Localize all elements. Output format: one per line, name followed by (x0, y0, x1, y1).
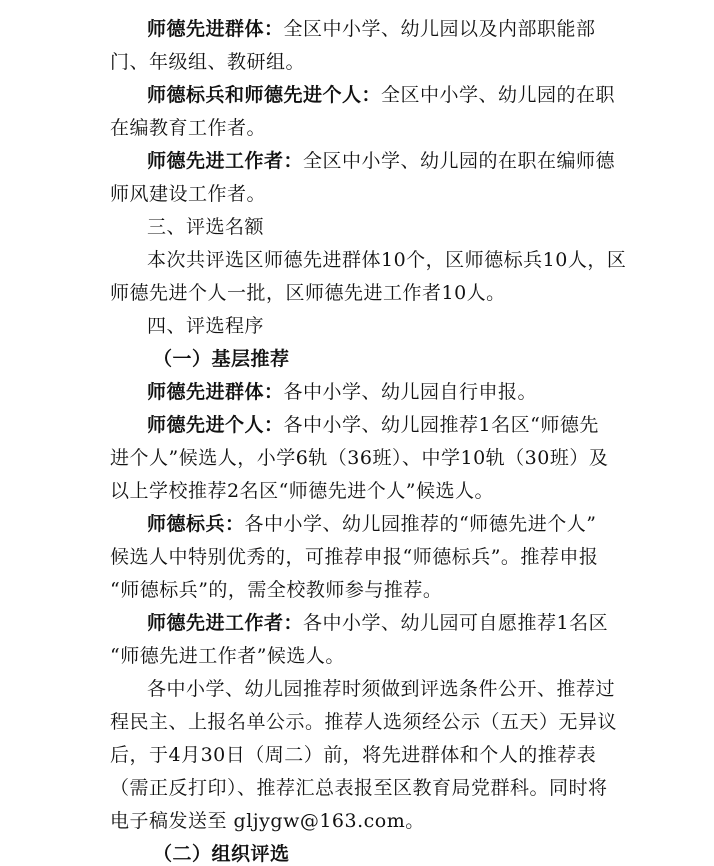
paragraph-submission-line-3: 后，于4月30日（周二）前，将先进群体和个人的推荐表 (110, 744, 597, 766)
paragraph-worker-recommend-line-2: “师德先进工作者”候选人。 (110, 645, 345, 667)
paragraph-model-recommend-line-1 (0, 512, 714, 536)
paragraph-model-recommend-line-3: “师德标兵”的，需全校教师参与推荐。 (110, 579, 443, 601)
bold-label: 师德先进个人： (147, 414, 284, 436)
paragraph-text: 全区中小学、幼儿园的在职在编师德 (303, 150, 616, 172)
bold-label: 师德标兵和师德先进个人： (147, 84, 382, 106)
section-heading-quota: 三、评选名额 (147, 216, 265, 238)
paragraph-quota-line-1: 本次共评选区师德先进群体10个，区师德标兵10人，区 (147, 249, 627, 271)
bold-label: 师德先进工作者： (147, 612, 304, 634)
paragraph-text: 各中小学、幼儿园推荐的“师德先进个人” (244, 513, 597, 535)
paragraph-group-recommend (0, 380, 714, 404)
paragraph-submission-line-4: （需正反打印）、推荐汇总表报至区教育局党群科。同时将 (110, 777, 608, 799)
paragraph-model-recommend-line-2: 候选人中特别优秀的，可推荐申报“师德标兵”。推荐申报 (110, 546, 599, 568)
subsection-heading-evaluation: （二）组织评选 (153, 843, 290, 865)
paragraph-submission-line-5: 电子稿发送至 gljygw@163.com。 (110, 810, 425, 832)
bold-label: 师德标兵： (147, 513, 245, 535)
paragraph-text: 各中小学、幼儿园自行申报。 (283, 381, 538, 403)
bold-label: 师德先进工作者： (147, 150, 304, 172)
paragraph-individual-recommend-line-3: 以上学校推荐2名区“师德先进个人”候选人。 (110, 480, 495, 502)
paragraph-worker-recommend-line-1 (0, 611, 714, 635)
paragraph-submission-line-1: 各中小学、幼儿园推荐时须做到评选条件公开、推荐过 (147, 678, 616, 700)
paragraph-text: 各中小学、幼儿园推荐1名区“师德先 (283, 414, 599, 436)
bold-label: 师德先进群体： (147, 381, 284, 403)
bold-label: 师德先进群体： (147, 18, 284, 40)
paragraph-submission-line-2: 程民主、上报名单公示。推荐人选须经公示（五天）无异议 (110, 711, 618, 733)
paragraph-text: 各中小学、幼儿园可自愿推荐1名区 (303, 612, 609, 634)
paragraph-text: 全区中小学、幼儿园的在职 (381, 84, 616, 106)
paragraph-text: 全区中小学、幼儿园以及内部职能部 (283, 18, 596, 40)
paragraph-worker-scope-line-2: 师风建设工作者。 (110, 183, 267, 205)
paragraph-model-scope-line-2: 在编教育工作者。 (110, 117, 267, 139)
subsection-heading-recommend: （一）基层推荐 (153, 348, 290, 370)
paragraph-group-scope-line-1 (0, 17, 714, 41)
section-heading-procedure: 四、评选程序 (147, 315, 265, 337)
paragraph-individual-recommend-line-2: 进个人”候选人，小学6轨（36班）、中学10轨（30班）及 (110, 447, 609, 469)
paragraph-quota-line-2: 师德先进个人一批，区师德先进工作者10人。 (110, 282, 506, 304)
paragraph-group-scope-line-2: 门、年级组、教研组。 (110, 51, 306, 73)
paragraph-model-scope-line-1 (0, 83, 714, 107)
paragraph-individual-recommend-line-1 (0, 413, 714, 437)
paragraph-worker-scope-line-1 (0, 149, 714, 173)
